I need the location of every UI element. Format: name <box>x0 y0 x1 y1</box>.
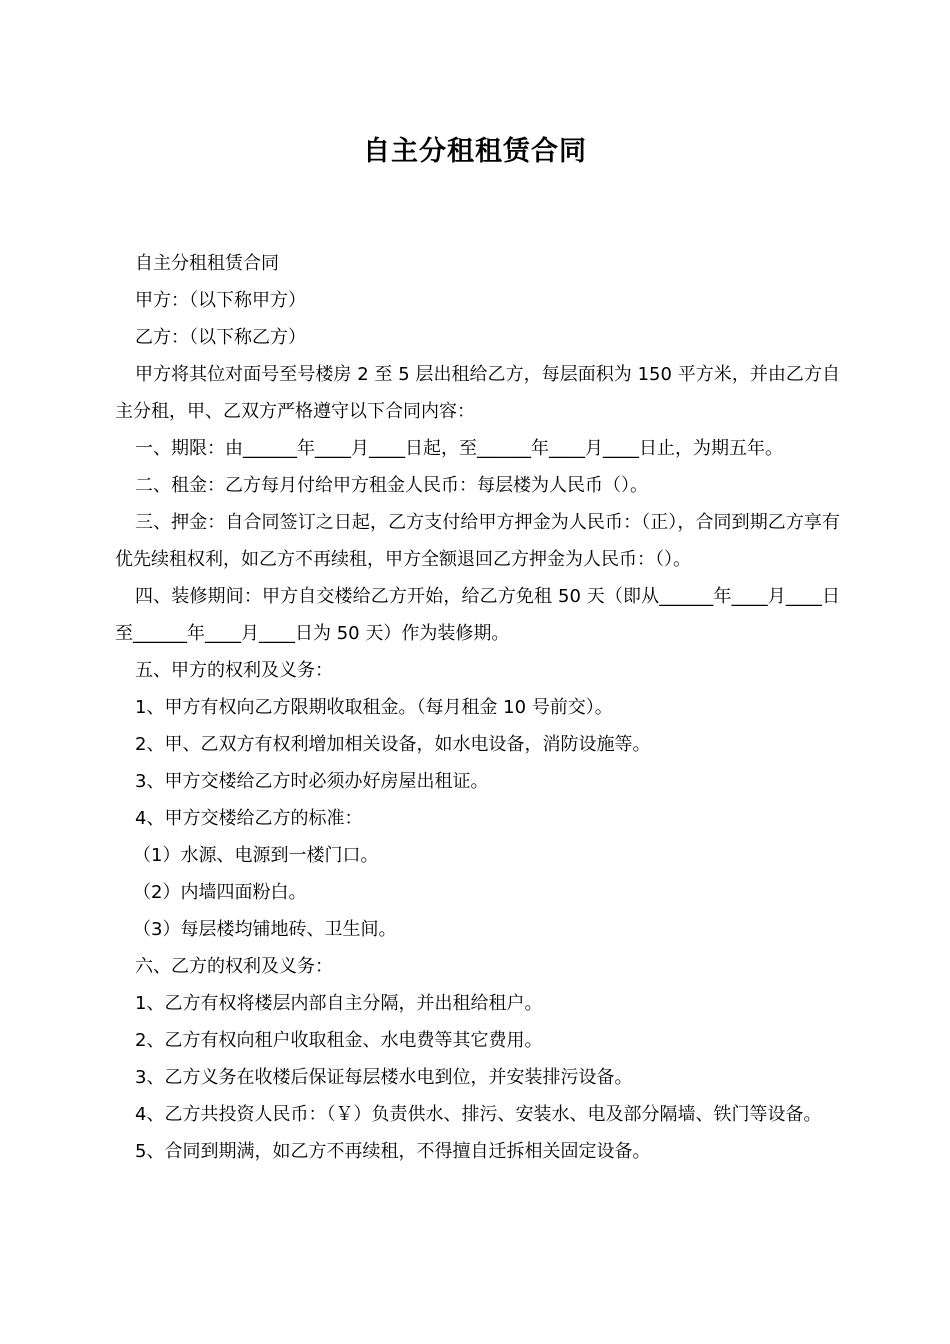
list-item: 3、乙方义务在收楼后保证每层楼水电到位，并安装排污设备。 <box>135 1067 633 1088</box>
list-item: 3、甲方交楼给乙方时必须办好房屋出租证。 <box>135 771 489 792</box>
list-item: 1、乙方有权将楼层内部自主分隔，并出租给租户。 <box>135 993 543 1014</box>
paragraph-deposit: 三、押金：自合同签订之日起，乙方支付给甲方押金为人民币：（正），合同到期乙方享有优先续租权利，如乙方不再续租，甲方全额退回乙方押金为人民币：（）。 <box>115 512 840 570</box>
paragraph-renovation: 四、装修期间：甲方自交楼给乙方开始，给乙方免租 50 天（即从______年____月____日至______年____月____日为 50 天）作为装修期。 <box>115 586 840 644</box>
document-title: 自主分租租赁合同 <box>363 136 587 167</box>
document-body <box>115 245 840 1170</box>
paragraph-party-b-rights: 六、乙方的权利及义务： <box>135 956 333 977</box>
paragraph-term: 一、期限：由______年____月____日起，至______年____月____日止，为期五年。 <box>135 438 783 459</box>
paragraph-party-a-rights: 五、甲方的权利及义务： <box>135 660 333 681</box>
list-item: 4、乙方共投资人民币：（￥）负责供水、排污、安装水、电及部分隔墙、铁门等设备。 <box>135 1104 822 1125</box>
paragraph-heading: 自主分租租赁合同 <box>135 253 279 274</box>
paragraph-party-b: 乙方：（以下称乙方） <box>135 327 306 348</box>
sub-list-item: （3）每层楼均铺地砖、卫生间。 <box>133 919 397 940</box>
sub-list-item: （2）内墙四面粉白。 <box>133 882 307 903</box>
list-item: 5、合同到期满，如乙方不再续租，不得擅自迁拆相关固定设备。 <box>135 1141 651 1162</box>
sub-list-item: （1）水源、电源到一楼门口。 <box>133 845 379 866</box>
paragraph-party-a: 甲方：（以下称甲方） <box>135 290 306 311</box>
list-item: 2、甲、乙双方有权利增加相关设备，如水电设备，消防设施等。 <box>135 734 651 755</box>
paragraph-rent: 二、租金：乙方每月付给甲方租金人民币：每层楼为人民币（）。 <box>135 475 648 496</box>
paragraph-intro: 甲方将其位对面号至号楼房 2 至 5 层出租给乙方，每层面积为 150 平方米，并由乙方自主分租，甲、乙双方严格遵守以下合同内容： <box>115 364 840 422</box>
list-item: 1、甲方有权向乙方限期收取租金。（每月租金 10 号前交）。 <box>135 697 613 718</box>
list-item: 4、甲方交楼给乙方的标准： <box>135 808 363 829</box>
list-item: 2、乙方有权向租户收取租金、水电费等其它费用。 <box>135 1030 543 1051</box>
